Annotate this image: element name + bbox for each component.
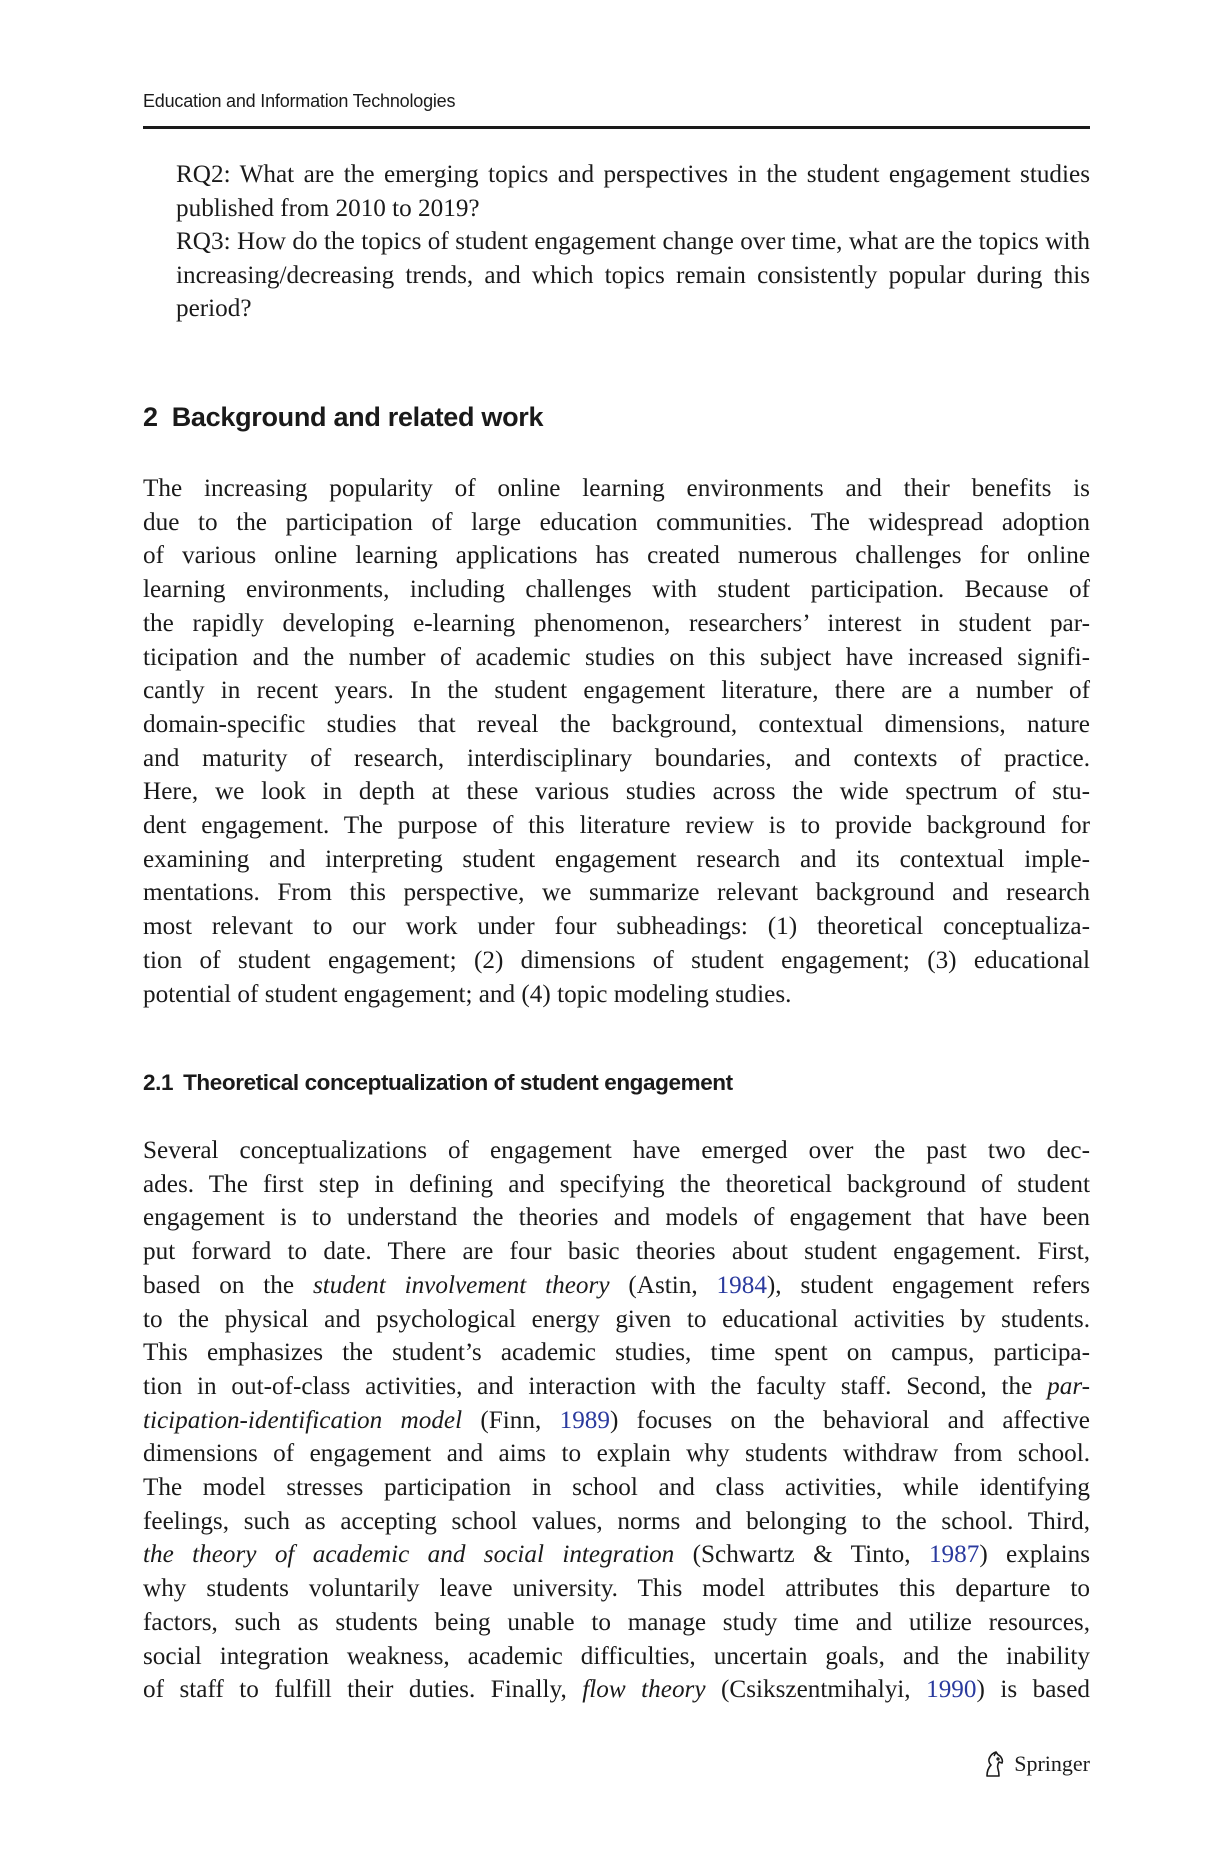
text-line: Here, we look in depth at these various studies across the wide spectrum of stu- <box>143 778 1090 806</box>
text-line: learning environments, including challenges with student participation. Because of <box>143 576 1090 604</box>
text-line: mentations. From this perspective, we summarize relevant background and research <box>143 879 1090 907</box>
text-run: ) is based <box>976 1676 1090 1704</box>
text-line: factors, such as students being unable to manage study time and utilize resources, <box>143 1608 1090 1636</box>
text-line: potential of student engagement; and (4) topic modeling studies. <box>143 980 792 1008</box>
text-line <box>143 1538 1090 1572</box>
publisher-name: Springer <box>1014 1751 1090 1776</box>
text-line: examining and interpreting student engagement research and its contextual imple- <box>143 845 1090 873</box>
text-line: feelings, such as accepting school values, norms and belonging to the school. Third, <box>143 1507 1090 1535</box>
text-run: of staff to fulfill their duties. Finally, <box>143 1676 583 1704</box>
text-line: social integration weakness, academic difficulties, uncertain goals, and the inability <box>143 1642 1090 1670</box>
text-line <box>143 1673 1090 1707</box>
text-line: most relevant to our work under four subheadings: (1) theoretical conceptualiza- <box>143 913 1090 941</box>
text-run: ) explains <box>979 1541 1090 1569</box>
citation-link[interactable]: 1984 <box>716 1271 767 1299</box>
text-line <box>143 1370 1090 1404</box>
text-line: dent engagement. The purpose of this literature review is to provide background for <box>143 812 1090 840</box>
text-line: and maturity of research, interdisciplinary boundaries, and contexts of practice. <box>143 744 1090 772</box>
text-run: tion in out-of-class activities, and interaction with the faculty staff. Second, the <box>143 1372 1048 1400</box>
section-number: 2 <box>143 402 158 432</box>
section-title: Background and related work <box>171 402 544 432</box>
text-line <box>143 1404 1090 1438</box>
text-line: of various online learning applications has created numerous challenges for online <box>143 542 1090 570</box>
text-run: (Astin, <box>609 1271 717 1299</box>
text-line: This emphasizes the student’s academic studies, time spent on campus, participa- <box>143 1339 1090 1367</box>
text-line: domain-specific studies that reveal the background, contextual dimensions, nature <box>143 710 1090 738</box>
text-line: The model stresses participation in school and class activities, while identifying <box>143 1474 1090 1502</box>
text-line: dimensions of engagement and aims to explain why students withdraw from school. <box>143 1440 1090 1468</box>
text-line: cantly in recent years. In the student engagement literature, there are a number of <box>143 677 1090 705</box>
theory-name: the theory of academic and social integration <box>143 1541 675 1569</box>
header-rule <box>143 126 1090 129</box>
text-line: ades. The first step in defining and specifying the theoretical background of student <box>143 1170 1090 1198</box>
text-line: due to the participation of large education communities. The widespread adoption <box>143 508 1090 536</box>
text-line: why students voluntarily leave university. This model attributes this departure to <box>143 1575 1090 1603</box>
text-line: the rapidly developing e-learning phenomenon, researchers’ interest in student par- <box>143 609 1090 637</box>
background-paragraph <box>143 472 1090 1011</box>
text-line: tion of student engagement; (2) dimensions of student engagement; (3) educational <box>143 946 1090 974</box>
text-run: based on the <box>143 1271 313 1299</box>
theory-name: flow theory <box>582 1676 706 1704</box>
springer-horse-icon <box>982 1750 1006 1778</box>
theory-name: ticipation-identification model <box>143 1406 463 1434</box>
citation-link[interactable]: 1987 <box>928 1541 980 1569</box>
text-line: engagement is to understand the theories and models of engagement that have been <box>143 1204 1090 1232</box>
rq3-text: RQ3: How do the topics of student engagement change over time, what are the topics with increasing/decreasing trends, and which topics remain consistently popular during this period? <box>176 228 1090 322</box>
rq2-text: RQ2: What are the emerging topics and perspectives in the student engagement studies published from 2010 to 2019? <box>176 161 1090 222</box>
text-line: The increasing popularity of online learning environments and their benefits is <box>143 475 1090 502</box>
subsection-title: Theoretical conceptualization of student engagement <box>183 1070 733 1095</box>
text-line: put forward to date. There are four basic theories about student engagement. First, <box>143 1238 1090 1266</box>
text-run: ) focuses on the behavioral and affective <box>609 1406 1090 1434</box>
text-run: (Finn, <box>462 1406 560 1434</box>
theory-paragraph <box>143 1134 1090 1707</box>
section-heading-2 <box>143 402 543 433</box>
text-line: to the physical and psychological energy given to educational activities by students. <box>143 1305 1090 1333</box>
subsection-number: 2.1 <box>143 1070 174 1095</box>
citation-link[interactable]: 1989 <box>559 1406 610 1434</box>
research-questions <box>176 158 1090 326</box>
text-line: Several conceptualizations of engagement have emerged over the past two dec- <box>143 1137 1090 1164</box>
running-head-journal: Education and Information Technologies <box>143 91 456 111</box>
text-run: (Csikszentmihalyi, <box>705 1676 927 1704</box>
subsection-heading-2-1 <box>143 1070 733 1096</box>
publisher-footer <box>982 1750 1090 1778</box>
theory-name: student involvement theory <box>312 1271 610 1299</box>
text-run: ), student engagement refers <box>766 1271 1090 1299</box>
text-line <box>143 1269 1090 1303</box>
text-run: (Schwartz & Tinto, <box>674 1541 929 1569</box>
citation-link[interactable]: 1990 <box>926 1676 977 1704</box>
theory-name: par- <box>1047 1372 1090 1400</box>
text-line: ticipation and the number of academic studies on this subject have increased signifi- <box>143 643 1090 671</box>
